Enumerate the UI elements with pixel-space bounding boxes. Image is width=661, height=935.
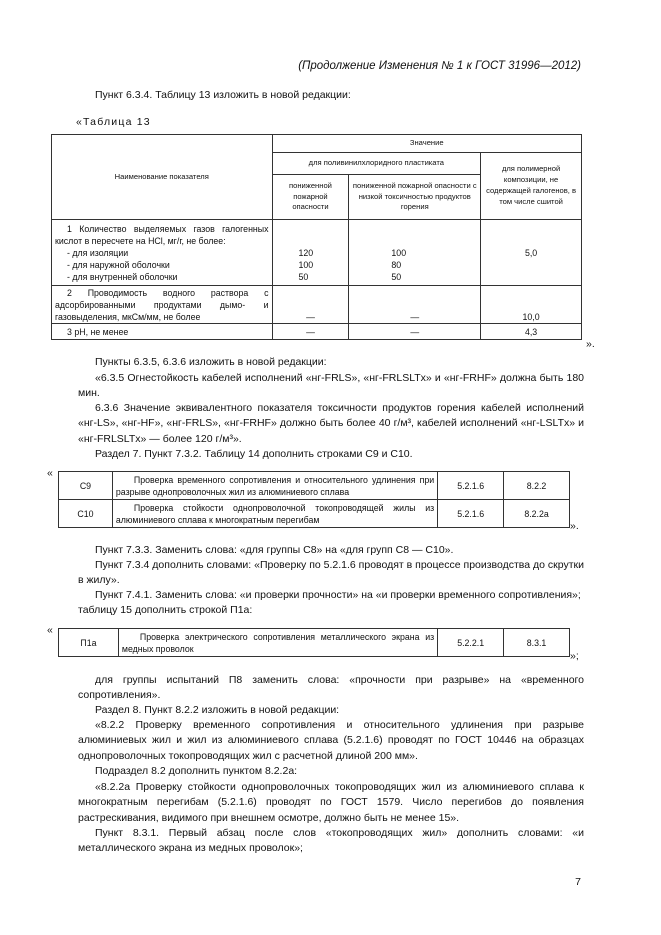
table-row	[59, 472, 570, 500]
paragraph-p8: для группы испытаний П8 заменить слова: «прочности при разрыве» на «временного сопротивления».	[78, 674, 584, 702]
row-text: Проверка стойкости однопроволочной токопроводящей жилы из алюминиевого сплава к многократным перегибам	[112, 500, 437, 528]
row-code: С10	[59, 500, 113, 528]
col-header-pvc: для поливинилхлоридного пластиката	[272, 153, 481, 175]
table-15-addition	[58, 628, 570, 657]
col-header-polymer: для полимерной композиции, не содержащей галогенов, в том числе сшитой	[481, 153, 582, 220]
row-text: Проверка временного сопротивления и относительного удлинения при разрыве однопроволочных жил из алюминиевого сплава	[112, 472, 437, 500]
paragraph-6-3-4: Пункт 6.3.4. Таблицу 13 изложить в новой редакции:	[95, 89, 351, 101]
paragraph-7-4-1: Пункт 7.4.1. Заменить слова: «и проверки прочности» на «и проверки временного сопротивления»;	[95, 589, 581, 601]
table-15-open-quote: «	[47, 624, 53, 636]
row3-col2: —	[349, 324, 481, 340]
row3-col3: 4,3	[481, 324, 582, 340]
row-ref-b: 8.2.2	[504, 472, 570, 500]
row3-name: 3 pH, не менее	[52, 324, 273, 340]
row-ref-a: 5.2.2.1	[438, 629, 504, 657]
row2-col2: —	[349, 286, 481, 324]
page-header: (Продолжение Изменения № 1 к ГОСТ 31996—2012)	[298, 60, 581, 72]
paragraph-7-3-2: Раздел 7. Пункт 7.3.2. Таблицу 14 дополнить строками С9 и С10.	[95, 448, 413, 460]
table-13-label: «Таблица 13	[76, 116, 151, 128]
row-ref-a: 5.2.1.6	[438, 472, 504, 500]
row1-col2: 100 80 50	[349, 220, 481, 286]
row1-name: 1 Количество выделяемых газов галогенных кислот в пересчете на HCl, мг/г, не более: - для изоляции - для наружной оболочки - для внутренней оболочки	[52, 220, 273, 286]
paragraph-8-2-2: «8.2.2 Проверку временного сопротивления и относительного удлинения при разрыве алюминиевых жил и жил из алюминиевого сплава (5.2.1.6) проводят по ГОСТ 10446 на образцах однопроволочных токопроводящих жил с расчетной длиной 200 мм».	[78, 719, 584, 762]
row-ref-a: 5.2.1.6	[438, 500, 504, 528]
row-code: С9	[59, 472, 113, 500]
row-ref-b: 8.2.2а	[504, 500, 570, 528]
paragraph-6-3-5-intro: Пункты 6.3.5, 6.3.6 изложить в новой редакции:	[95, 356, 327, 368]
table-14-additions	[58, 471, 570, 528]
row1-col1: 120 100 50	[272, 220, 349, 286]
row2-col3: 10,0	[481, 286, 582, 324]
row-text: Проверка электрического сопротивления металлического экрана из медных проволок	[118, 629, 437, 657]
table-15-close-quote: »;	[570, 650, 579, 662]
paragraph-table-15: таблицу 15 дополнить строкой П1а:	[78, 604, 253, 616]
paragraph-7-3-4: Пункт 7.3.4 дополнить словами: «Проверку по 5.2.1.6 проводят в процессе производства до скрутки в жилу».	[78, 559, 584, 587]
row-ref-b: 8.3.1	[504, 629, 570, 657]
paragraph-8-2-2-intro: Раздел 8. Пункт 8.2.2 изложить в новой редакции:	[95, 704, 340, 716]
col-header-low-fire: пониженной пожарной опасности	[272, 175, 349, 220]
table-13-close-quote: ».	[586, 338, 595, 350]
row3-col1: —	[272, 324, 349, 340]
table-13	[51, 134, 582, 340]
paragraph-8-2-2a: «8.2.2а Проверку стойкости однопроволочных токопроводящих жил из алюминиевого сплава к многократным перегибам (5.2.1.6) проводят по ГОСТ 1579. Число перегибов до появления растрескивания, видимого при внешнем осмотре, должно быть не менее 15».	[78, 781, 584, 824]
table-14-open-quote: «	[47, 467, 53, 479]
col-header-low-fire-tox: пониженной пожарной опасности с низкой токсичностью продуктов горения	[349, 175, 481, 220]
col-header-name: Наименование показателя	[52, 135, 273, 220]
table-row	[59, 629, 570, 657]
row2-col1: —	[272, 286, 349, 324]
row-code: П1а	[59, 629, 119, 657]
paragraph-6-3-6: 6.3.6 Значение эквивалентного показателя токсичности продуктов горения кабелей исполнений «нг-LS», «нг-HF», «нг-FRLS», «нг-FRHF» должно быть более 40 г/м³, кабелей исполнений «нг-LSLTx» и «нг-FRLSLTx» — более 120 г/м³».	[78, 402, 584, 445]
page-number: 7	[575, 876, 581, 888]
table-row	[59, 500, 570, 528]
paragraph-6-3-5: «6.3.5 Огнестойкость кабелей исполнений «нг-FRLS», «нг-FRLSLTx» и «нг-FRHF» должна быть 180 мин.	[78, 372, 584, 400]
paragraph-8-2-intro: Подраздел 8.2 дополнить пунктом 8.2.2а:	[95, 765, 298, 777]
paragraph-8-3-1: Пункт 8.3.1. Первый абзац после слов «токопроводящих жил» дополнить словами: «и металлического экрана из медных проволок»;	[78, 827, 584, 855]
row2-name: 2 Проводимость водного раствора с адсорбированными продуктами дымо- и газовыделения, мкСм/мм, не более	[52, 286, 273, 324]
table-14-close-quote: ».	[570, 520, 579, 532]
paragraph-7-3-3: Пункт 7.3.3. Заменить слова: «для группы С8» на «для групп С8 — С10».	[95, 544, 454, 556]
col-header-value: Значение	[272, 135, 581, 153]
row1-col3: 5,0	[481, 220, 582, 286]
